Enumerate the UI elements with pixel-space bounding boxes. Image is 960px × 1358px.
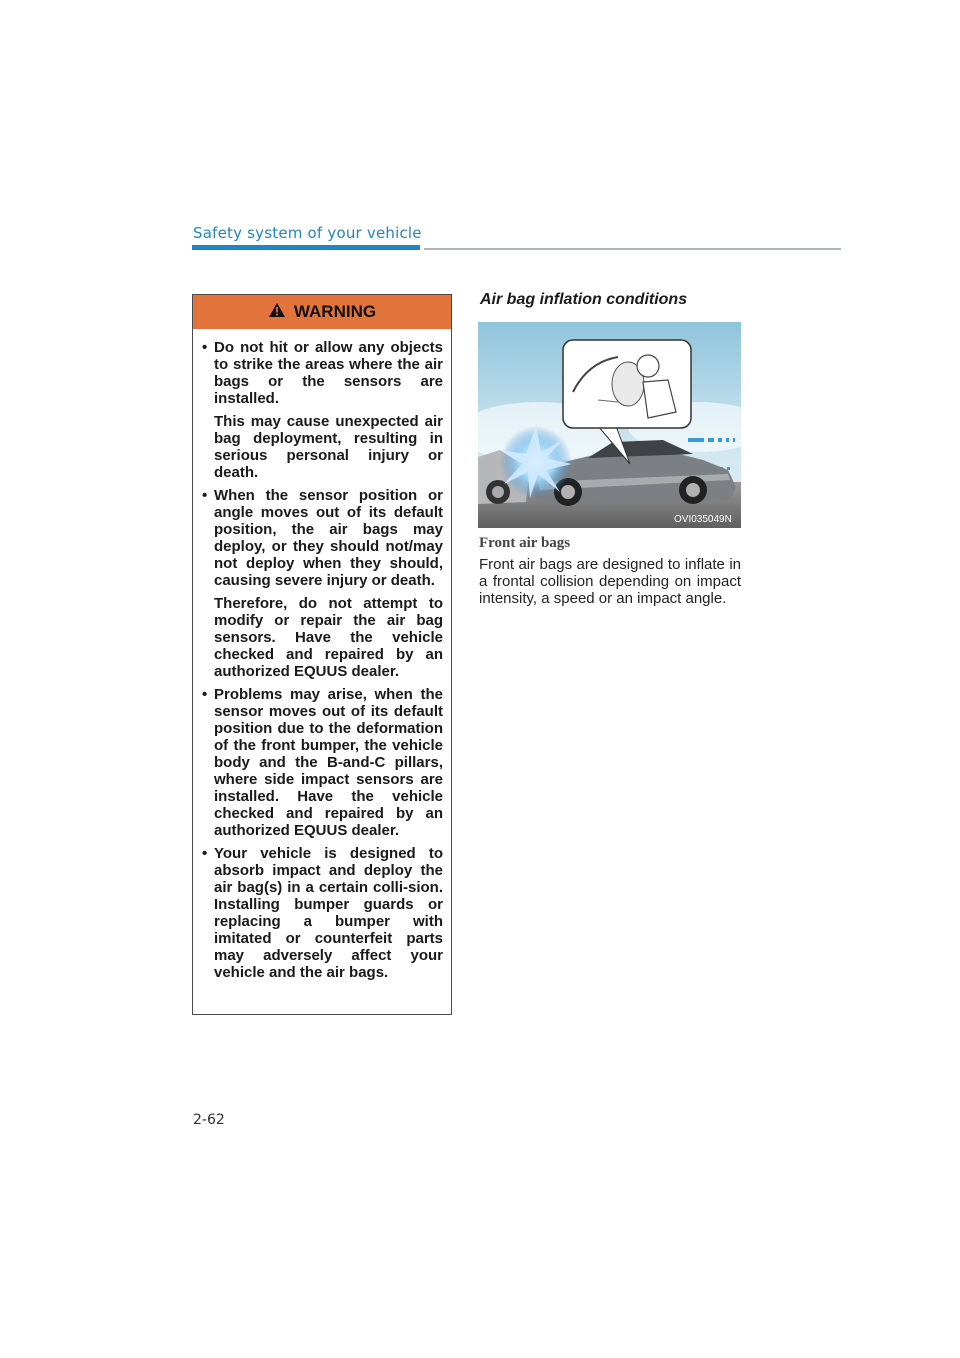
section-heading: Air bag inflation conditions (480, 291, 688, 308)
warning-box (192, 294, 452, 1015)
subheading: Front air bags (479, 535, 571, 551)
header-title: Safety system of your vehicle (193, 224, 422, 242)
warning-item (202, 845, 443, 981)
figure-code: OVI035049N (674, 514, 732, 525)
header-rule-thick (192, 245, 420, 250)
body-paragraph: Front air bags are designed to inflate in a frontal collision depending on impact intensity, a speed or an impact angle. (479, 556, 741, 607)
bullet-icon: • (202, 686, 208, 703)
warning-item (202, 686, 443, 839)
warning-triangle-icon (268, 302, 294, 323)
warning-title: WARNING (293, 302, 377, 321)
bullet-icon: • (202, 487, 208, 504)
bullet-icon: • (202, 845, 208, 862)
header-rule-thin (424, 248, 841, 250)
warning-paragraph: This may cause unexpected air bag deployment, resulting in serious personal injury or death. (214, 413, 443, 481)
warning-header (193, 295, 451, 329)
warning-paragraph: Therefore, do not attempt to modify or repair the air bag sensors. Have the vehicle checked and repaired by an authorized EQUUS dealer. (214, 595, 443, 680)
warning-paragraph: Your vehicle is designed to absorb impact and deploy the air bag(s) in a certain colli-sion. Installing bumper guards or replacing a bumper with imitated or counterfeit parts may adversely affect your vehicle and the air bags. (214, 845, 443, 981)
page-number: 2-62 (193, 1112, 225, 1128)
warning-paragraph: Problems may arise, when the sensor moves out of its default position due to the deformation of the front bumper, the vehicle body and the B-and-C pillars, where side impact sensors are installed. Have the vehicle checked and repaired by an authorized EQUUS dealer. (214, 686, 443, 839)
warning-item (202, 339, 443, 481)
warning-list (193, 329, 451, 981)
bullet-icon: • (202, 339, 208, 356)
warning-paragraph: Do not hit or allow any objects to strike the areas where the air bags or the sensors are installed. (214, 339, 443, 407)
warning-item (202, 487, 443, 680)
airbag-illustration (478, 322, 741, 528)
warning-paragraph: When the sensor position or angle moves out of its default position, the air bags may deploy, or they should not/may not deploy when they should, causing severe injury or death. (214, 487, 443, 589)
